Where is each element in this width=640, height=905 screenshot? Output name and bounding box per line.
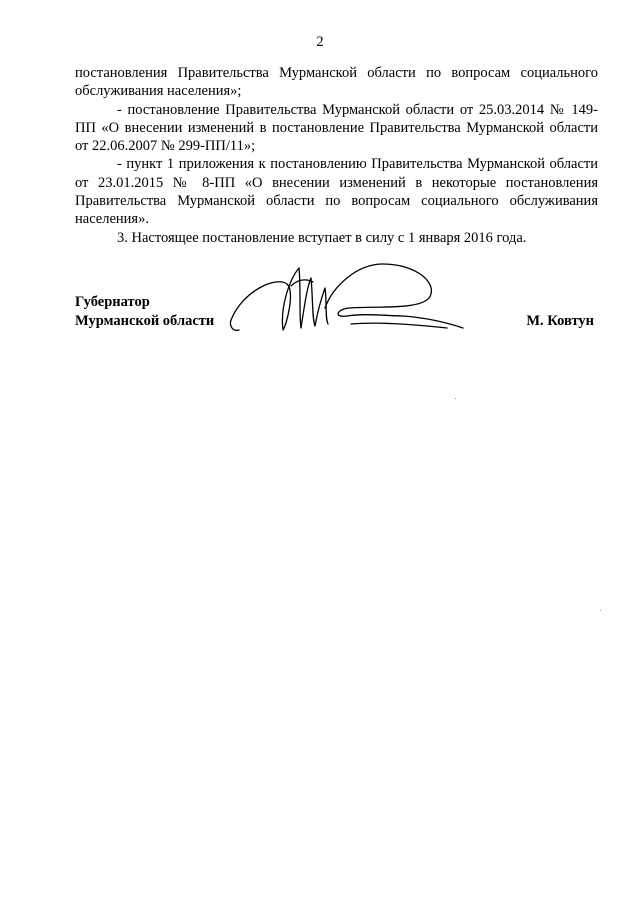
signatory-title-line-2: Мурманской области	[75, 313, 215, 329]
signatory-name: М. Ковтун	[526, 313, 594, 329]
page-number: 2	[316, 34, 324, 50]
scan-speck	[600, 610, 601, 611]
signatory-title	[75, 293, 214, 331]
paragraph-item-resolution-149: - постановление Правительства Мурманской области от 25.03.2014 № 149-ПП «О внесении изменений в постановление Правительства Мурманской области от 22.06.2007 № 299-ПП/11»;	[75, 101, 598, 155]
document-body	[75, 64, 598, 247]
paragraph-effective-date: 3. Настоящее постановление вступает в силу с 1 января 2016 года.	[117, 229, 527, 246]
paragraph-item-appendix-point-1: - пункт 1 приложения к постановлению Правительства Мурманской области от 23.01.2015 № 8-ПП «О внесении изменений в некоторые постановления Правительства Мурманской области по вопросам социального обслуживания населения».	[75, 156, 598, 228]
scan-speck	[455, 398, 456, 399]
signatory-title-line-1: Губернатор	[75, 294, 150, 310]
handwritten-signature	[225, 258, 475, 338]
paragraph-continuation: постановления Правительства Мурманской области по вопросам социального обслуживания населения»;	[75, 65, 598, 100]
